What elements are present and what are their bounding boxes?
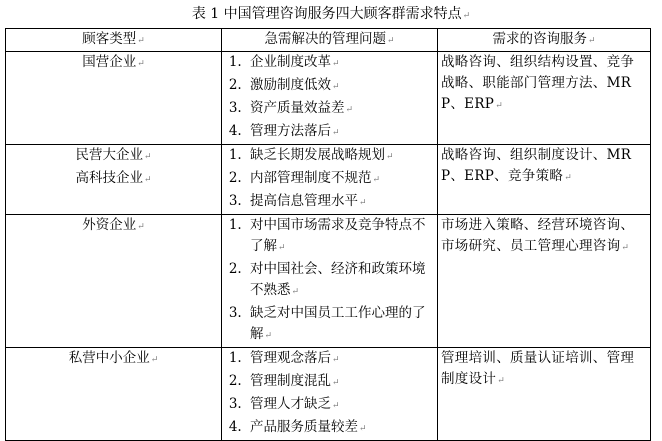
issues-list [225, 215, 434, 347]
paragraph-mark-icon: ↵ [372, 175, 381, 185]
paragraph-mark-icon: ↵ [291, 287, 300, 297]
issues-list [225, 348, 434, 440]
list-item: 1. 管理观念落后↵ [246, 348, 434, 371]
list-item: 1. 对中国市场需求及竞争特点不了解↵ [246, 215, 434, 259]
list-item: 3. 缺乏对中国员工工作心理的了解↵ [246, 303, 434, 347]
paragraph-mark-icon: ↵ [332, 82, 340, 92]
services-text: 战略咨询、组织结构设置、竞争战略、职能部门管理方法、MRP、ERP [441, 54, 635, 112]
issues-cell [222, 348, 438, 441]
customer-type-label: 外资企业↵ [82, 217, 145, 233]
list-item: 1. 企业制度改革↵ [246, 52, 434, 75]
paragraph-mark-icon: ↵ [345, 105, 354, 115]
paragraph-mark-icon: ↵ [621, 243, 630, 253]
paragraph-mark-icon: ↵ [143, 152, 152, 162]
paragraph-mark-icon: ↵ [137, 59, 145, 69]
paragraph-mark-icon: ↵ [137, 222, 145, 232]
customer-type-label: 高科技企业↵ [75, 170, 152, 186]
list-item: 4. 产品服务质量较差↵ [246, 417, 434, 440]
services-text: 管理培训、质量认证培训、管理制度设计 [441, 350, 635, 387]
paragraph-mark-icon: ↵ [278, 243, 286, 253]
table-row [6, 348, 651, 441]
customer-type-label: 私营中小企业↵ [68, 350, 159, 366]
paragraph-mark-icon: ↵ [137, 36, 145, 46]
paragraph-mark-icon: ↵ [332, 59, 340, 69]
customer-type-label: 民营大企业↵ [75, 147, 152, 163]
paragraph-mark-icon: ↵ [332, 355, 340, 365]
header-consulting-services: 需求的咨询服务↵ [438, 29, 651, 52]
issues-cell [222, 145, 438, 215]
issues-list [225, 52, 434, 144]
paragraph-mark-icon: ↵ [359, 198, 367, 208]
customer-type-cell [6, 52, 222, 145]
paragraph-mark-icon: ↵ [386, 36, 395, 46]
list-item: 2. 激励制度低效↵ [246, 75, 434, 98]
list-item: 1. 缺乏长期发展战略规划↵ [246, 145, 434, 168]
paragraph-mark-icon: ↵ [332, 401, 340, 411]
paragraph-mark-icon: ↵ [495, 101, 504, 111]
services-cell [438, 52, 651, 145]
list-item: 3. 管理人才缺乏↵ [246, 394, 434, 417]
paragraph-mark-icon: ↵ [332, 378, 340, 388]
customer-type-cell [6, 215, 222, 348]
list-item: 3. 提高信息管理水平↵ [246, 191, 434, 214]
paragraph-mark-icon: ↵ [497, 376, 506, 386]
paragraph-mark-icon: ↵ [359, 424, 367, 434]
paragraph-mark-icon: ↵ [462, 11, 471, 21]
table-header-row [6, 29, 651, 52]
header-customer-type: 顾客类型↵ [6, 29, 222, 52]
services-text: 战略咨询、组织制度设计、MRP、ERP、竞争策略 [441, 147, 632, 184]
customer-type-cell [6, 348, 222, 441]
customer-type-label: 国营企业↵ [82, 54, 145, 70]
paragraph-mark-icon: ↵ [150, 355, 159, 365]
services-cell [438, 348, 651, 441]
list-item: 4. 管理方法落后↵ [246, 121, 434, 144]
paragraph-mark-icon: ↵ [564, 173, 573, 183]
list-item: 2. 对中国社会、经济和政策环境不熟悉↵ [246, 259, 434, 303]
customer-type-cell [6, 145, 222, 215]
list-item: 3. 资产质量效益差↵ [246, 98, 434, 121]
services-cell [438, 145, 651, 215]
list-item: 2. 内部管理制度不规范↵ [246, 168, 434, 191]
table-caption [0, 4, 662, 26]
paragraph-mark-icon: ↵ [386, 152, 394, 162]
paragraph-mark-icon: ↵ [587, 36, 596, 46]
header-urgent-issues: 急需解决的管理问题↵ [222, 29, 438, 52]
requirements-table [5, 28, 651, 441]
services-cell [438, 215, 651, 348]
table-row [6, 52, 651, 145]
table-row [6, 145, 651, 215]
issues-cell [222, 215, 438, 348]
issues-list [225, 145, 434, 214]
services-text: 市场进入策略、经营环境咨询、市场研究、员工管理心理咨询 [441, 217, 635, 254]
list-item: 2. 管理制度混乱↵ [246, 371, 434, 394]
paragraph-mark-icon: ↵ [332, 128, 340, 138]
paragraph-mark-icon: ↵ [264, 331, 273, 341]
issues-cell [222, 52, 438, 145]
paragraph-mark-icon: ↵ [143, 175, 152, 185]
table-caption-text: 表 1 中国管理咨询服务四大顾客群需求特点 [191, 6, 462, 22]
table-row [6, 215, 651, 348]
